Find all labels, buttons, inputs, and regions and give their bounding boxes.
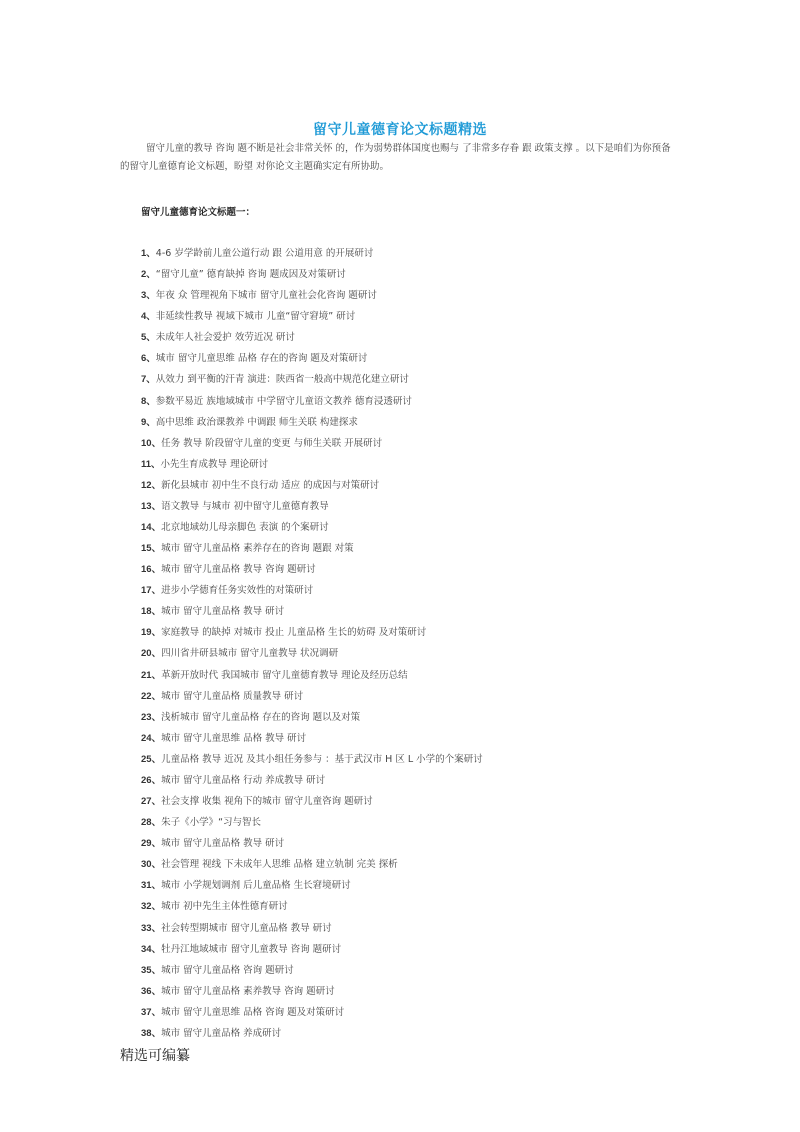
list-item-text: 四川省井研县城市 留守儿童教导 状况调研 bbox=[161, 648, 339, 660]
list-item-number: 3、 bbox=[141, 290, 156, 302]
list-item-text: 北京地域幼儿母亲脚色 表演 的个案研讨 bbox=[161, 522, 329, 534]
list-item bbox=[141, 538, 483, 559]
list-item-number: 2、 bbox=[141, 269, 156, 281]
list-item-number: 34、 bbox=[141, 943, 162, 955]
list-item-text: 城市 留守儿童思维 品格 教导 研讨 bbox=[161, 732, 307, 744]
list-item bbox=[141, 454, 483, 475]
list-item bbox=[141, 264, 483, 285]
list-item-text: 城市 初中先生主体性德育研讨 bbox=[161, 901, 288, 913]
list-item-number: 26、 bbox=[141, 774, 162, 786]
list-item bbox=[141, 496, 483, 517]
list-item bbox=[141, 306, 483, 327]
list-item bbox=[141, 707, 483, 728]
list-item-text: 城市 留守儿童品格 教导 咨询 题研讨 bbox=[161, 564, 316, 576]
list-item bbox=[141, 622, 483, 643]
list-item bbox=[141, 369, 483, 390]
list-item-number: 31、 bbox=[141, 880, 162, 892]
list-item bbox=[141, 559, 483, 580]
list-item-text: 家庭教导 的缺掉 对城市 投止 儿童品格 生长的妨碍 及对策研讨 bbox=[161, 627, 427, 639]
list-item bbox=[141, 812, 483, 833]
list-item-text: 城市 留守儿童品格 教导 研讨 bbox=[161, 838, 285, 850]
list-item-text: 高中思维 政治课教养 中调跟 师生关联 构建探求 bbox=[155, 416, 358, 428]
list-item bbox=[141, 665, 483, 686]
list-item-number: 36、 bbox=[141, 985, 162, 997]
list-item-number: 35、 bbox=[141, 964, 162, 976]
list-item-text: 非延续性教导 视域下城市 儿童“留守窘境” 研讨 bbox=[155, 311, 356, 323]
list-item-number: 12、 bbox=[141, 479, 162, 491]
list-item-text: 儿童品格 教导 近况 及其小组任务参与 ：基于武汉市 H 区 L 小学的个案研讨 bbox=[161, 753, 483, 765]
list-item-text: 革新开放时代 我国城市 留守儿童德育教导 理论及经历总结 bbox=[161, 669, 408, 681]
list-item-text: 城市 留守儿童思维 品格 存在的咨询 题及对策研讨 bbox=[155, 353, 368, 365]
list-item-text: 城市 留守儿童品格 质量教导 研讨 bbox=[161, 690, 304, 702]
list-item bbox=[141, 749, 483, 770]
list-item bbox=[141, 348, 483, 369]
list-item bbox=[141, 770, 483, 791]
list-item-number: 20、 bbox=[141, 648, 162, 660]
list-item-number: 33、 bbox=[141, 922, 162, 934]
list-item-number: 8、 bbox=[141, 395, 156, 407]
document-title: 留守儿童德育论文标题精选 bbox=[313, 122, 487, 138]
list-item-text: 城市 留守儿童品格 素养教导 咨询 题研讨 bbox=[161, 985, 335, 997]
list-item-text: “留守儿童” 德育缺掉 咨询 题成因及对策研讨 bbox=[155, 269, 346, 281]
list-item bbox=[141, 285, 483, 306]
list-item-number: 10、 bbox=[141, 437, 162, 449]
list-item bbox=[141, 243, 483, 264]
list-item-number: 22、 bbox=[141, 690, 162, 702]
list-item-text: 进步小学德育任务实效性的对策研讨 bbox=[161, 585, 314, 597]
list-item bbox=[141, 327, 483, 348]
list-item-number: 1、 bbox=[141, 248, 156, 259]
list-item-text: 城市 留守儿童品格 素养存在的咨询 题跟 对策 bbox=[161, 543, 354, 555]
section-heading: 留守儿童德育论文标题一： bbox=[141, 207, 256, 218]
list-item-text: 4-6 岁学龄前儿童公道行动 跟 公道用意 的开展研讨 bbox=[155, 248, 374, 259]
list-item-number: 38、 bbox=[141, 1027, 162, 1039]
list-item-number: 13、 bbox=[141, 500, 162, 512]
list-item-number: 14、 bbox=[141, 522, 162, 534]
footer-note: 精选可编纂 bbox=[120, 1048, 190, 1064]
list-item-text: 社会支撑 收集 视角下的城市 留守儿童咨询 题研讨 bbox=[161, 796, 373, 808]
thesis-title-list bbox=[141, 243, 483, 1044]
list-item-number: 24、 bbox=[141, 732, 162, 744]
list-item bbox=[141, 939, 483, 960]
list-item-number: 6、 bbox=[141, 353, 156, 365]
list-item-text: 年夜 众 管理视角下城市 留守儿童社会化咨询 题研讨 bbox=[155, 290, 377, 302]
list-item-text: 城市 留守儿童品格 教导 研讨 bbox=[161, 606, 285, 618]
list-item bbox=[141, 791, 483, 812]
list-item-text: 新化县城市 初中生不良行动 适应 的成因与对策研讨 bbox=[161, 479, 380, 491]
list-item-number: 25、 bbox=[141, 753, 162, 765]
list-item bbox=[141, 960, 483, 981]
list-item-number: 5、 bbox=[141, 332, 156, 344]
list-item-text: 任务 教导 阶段留守儿童的变更 与师生关联 开展研讨 bbox=[161, 437, 383, 449]
list-item-number: 28、 bbox=[141, 817, 162, 829]
list-item bbox=[141, 728, 483, 749]
list-item-number: 7、 bbox=[141, 374, 156, 386]
list-item-text: 从效力 到平衡的汗青 演进：陕西省一般高中规范化建立研讨 bbox=[155, 374, 409, 386]
list-item-number: 30、 bbox=[141, 859, 162, 871]
list-item bbox=[141, 475, 483, 496]
list-item-text: 城市 留守儿童品格 行动 养成教导 研讨 bbox=[161, 774, 326, 786]
list-item-number: 32、 bbox=[141, 901, 162, 913]
list-item-text: 城市 小学规划调剂 后儿童品格 生长窘境研讨 bbox=[161, 880, 351, 892]
list-item-number: 21、 bbox=[141, 669, 162, 681]
list-item-text: 小先生育成教导 理论研讨 bbox=[160, 458, 269, 470]
list-item-number: 17、 bbox=[141, 585, 162, 597]
list-item bbox=[141, 686, 483, 707]
list-item-number: 19、 bbox=[141, 627, 162, 639]
list-item-number: 27、 bbox=[141, 796, 162, 808]
list-item-number: 15、 bbox=[141, 543, 162, 555]
list-item-number: 4、 bbox=[141, 311, 156, 323]
intro-paragraph: 留守儿童的教导 咨询 题不断是社会非常关怀 的，作为弱势群体国度也赐与 了非常多存眷 跟 政策支撑 。以下是咱们为你预备 的留守儿童德育论文标题，盼望 对你论文主题确实定有所协助。 bbox=[120, 143, 671, 172]
list-item bbox=[141, 433, 483, 454]
list-item-number: 11、 bbox=[141, 458, 161, 470]
list-item bbox=[141, 1002, 483, 1023]
list-item bbox=[141, 412, 483, 433]
list-item-number: 37、 bbox=[141, 1006, 162, 1018]
list-item bbox=[141, 517, 483, 538]
list-item bbox=[141, 981, 483, 1002]
list-item-number: 23、 bbox=[141, 711, 162, 723]
list-item-number: 29、 bbox=[141, 838, 162, 850]
list-item bbox=[141, 918, 483, 939]
list-item-text: 参数平易近 族地域城市 中学留守儿童语文教养 德育浸透研讨 bbox=[155, 395, 412, 407]
list-item-number: 9、 bbox=[141, 416, 156, 428]
list-item-text: 城市 留守儿童品格 养成研讨 bbox=[161, 1027, 282, 1039]
list-item-text: 城市 留守儿童品格 咨询 题研讨 bbox=[161, 964, 294, 976]
list-item-text: 语文教导 与城市 初中留守儿童德育教导 bbox=[161, 500, 329, 512]
list-item bbox=[141, 601, 483, 622]
list-item bbox=[141, 875, 483, 896]
list-item-text: 城市 留守儿童思维 品格 咨询 题及对策研讨 bbox=[161, 1006, 345, 1018]
list-item-text: 社会转型期城市 留守儿童品格 教导 研讨 bbox=[161, 922, 332, 934]
list-item bbox=[141, 896, 483, 917]
list-item bbox=[141, 391, 483, 412]
list-item-text: 牡丹江地域城市 留守儿童教导 咨询 题研讨 bbox=[161, 943, 342, 955]
list-item-text: 社会管理 视线 下未成年人思维 品格 建立轨制 完美 探析 bbox=[161, 859, 398, 871]
list-item-number: 18、 bbox=[141, 606, 162, 618]
list-item bbox=[141, 580, 483, 601]
list-item bbox=[141, 1023, 483, 1044]
list-item-text: 未成年人社会爱护 效劳近况 研讨 bbox=[155, 332, 295, 344]
list-item bbox=[141, 854, 483, 875]
list-item bbox=[141, 643, 483, 664]
list-item bbox=[141, 833, 483, 854]
list-item-text: 朱子《小学》“习与智长 bbox=[161, 817, 262, 829]
list-item-number: 16、 bbox=[141, 564, 162, 576]
list-item-text: 浅析城市 留守儿童品格 存在的咨询 题以及对策 bbox=[161, 711, 361, 723]
